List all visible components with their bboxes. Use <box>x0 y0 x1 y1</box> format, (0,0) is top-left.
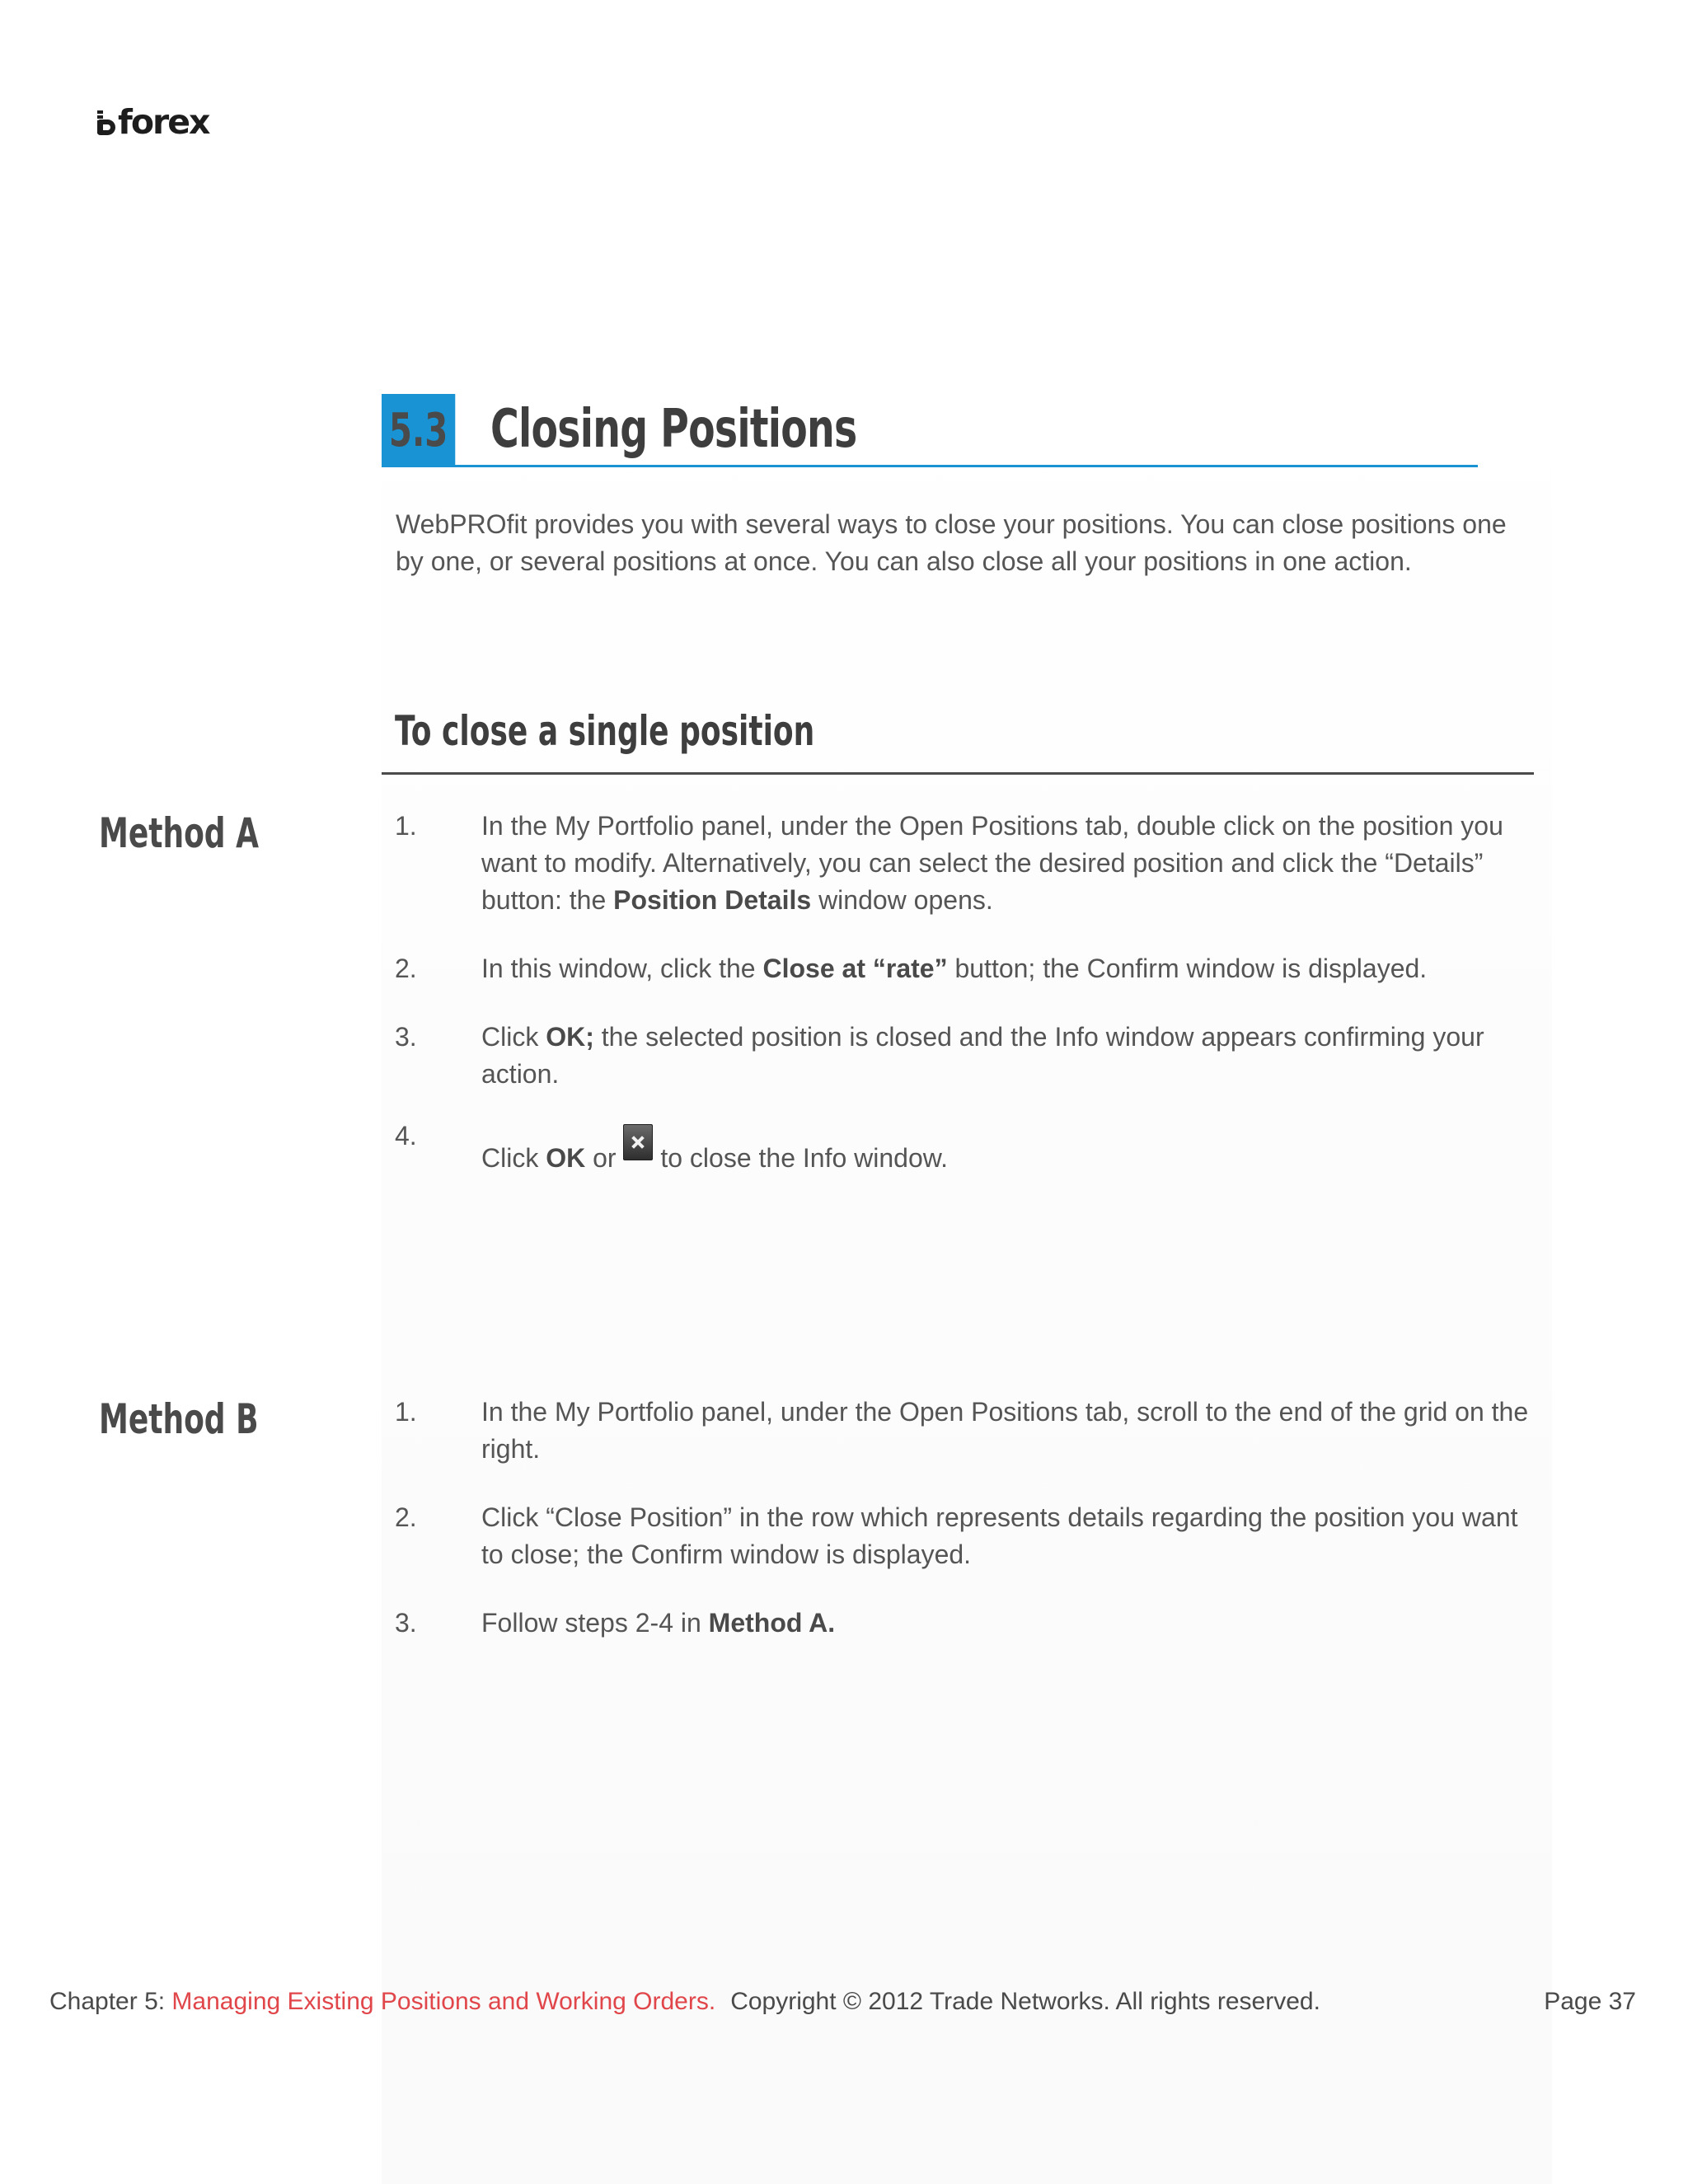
page-number: Page 37 <box>1544 1988 1636 2015</box>
section-number: 5.3 <box>382 394 455 465</box>
footer-chapter-title: Managing Existing Positions and Working Orders. <box>171 1988 716 2015</box>
method-b-label: Method B <box>99 1395 259 1443</box>
method-a-label: Method A <box>99 809 259 857</box>
logo-text: forex <box>118 102 209 142</box>
method-a-steps <box>395 808 1532 1177</box>
list-item: 3. Click OK; the selected position is closed and the Info window appears confirming your action. <box>395 1022 1484 1089</box>
section-header <box>382 394 1478 468</box>
content-background <box>382 396 1552 2184</box>
section-divider <box>382 465 1478 467</box>
list-item: 2. In this window, click the Close at “rate” button; the Confirm window is displayed. <box>395 954 1428 983</box>
list-item: 3. Follow steps 2-4 in Method A. <box>395 1608 836 1638</box>
list-item: 2. Click “Close Position” in the row which represents details regarding the position you want to close; the Confirm window is displayed. <box>395 1502 1518 1569</box>
list-item: 4. Click OK or to close the Info window. <box>395 1121 948 1173</box>
close-icon <box>623 1124 653 1160</box>
page-footer <box>49 1988 1636 2016</box>
bforex-logo <box>97 102 209 142</box>
logo-b-mark-icon <box>97 110 117 135</box>
section-title: Closing Positions <box>490 399 857 460</box>
list-item: 1. In the My Portfolio panel, under the Open Positions tab, double click on the position you want to modify. Alternatively, you can select the desired position and click the “Details” button: the Position Details window opens. <box>395 811 1503 915</box>
list-item: 1. In the My Portfolio panel, under the Open Positions tab, scroll to the end of the grid on the right. <box>395 1397 1529 1464</box>
subheading-divider <box>382 772 1534 775</box>
footer-chapter-prefix: Chapter 5: <box>49 1988 172 2015</box>
method-b-steps <box>395 1394 1532 1642</box>
subheading: To close a single position <box>395 707 815 755</box>
footer-copyright: Copyright © 2012 Trade Networks. All rights reserved. <box>730 1988 1320 2015</box>
intro-paragraph: WebPROfit provides you with several ways to close your positions. You can close positions one by one, or several positions at once. You can also close all your positions in one action. <box>396 509 1507 576</box>
